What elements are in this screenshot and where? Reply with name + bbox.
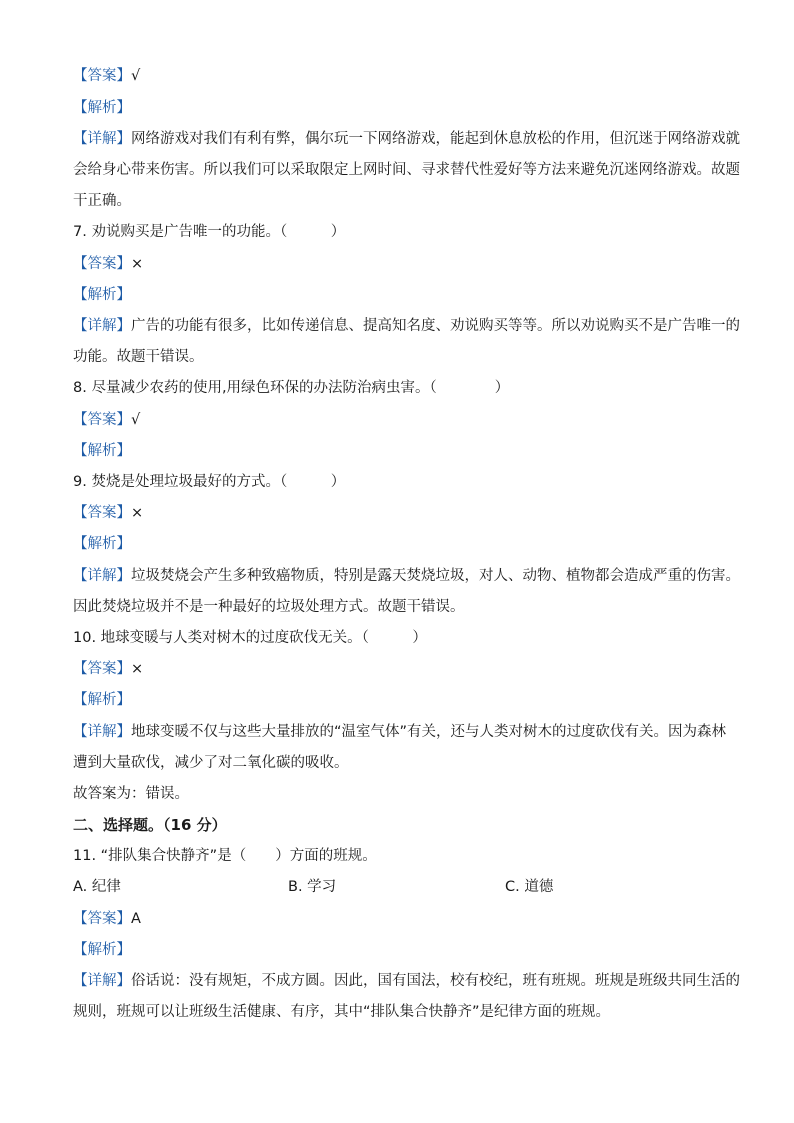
q9-detail-line1 <box>73 566 740 586</box>
q11-detail-text1: 俗话说：没有规矩，不成方圆。因此，国有国法，校有校纪，班有班规。班规是班级共同生活的 <box>131 973 740 989</box>
q11-question: 11. “排队集合快静齐”是（ ）方面的班规。 <box>73 848 377 864</box>
answer-label: 【答案】 <box>73 661 131 677</box>
q6-answer: √ <box>131 68 141 84</box>
q11-analysis-label: 【解析】 <box>73 942 131 958</box>
q8-question: 8. 尽量减少农药的使用,用绿色环保的办法防治病虫害。（ ） <box>73 380 510 396</box>
q10-detail-text1: 地球变暖不仅与这些大量排放的“温室气体”有关，还与人类对树木的过度砍伐有关。因为森林 <box>131 724 727 740</box>
q9-analysis-label: 【解析】 <box>73 536 131 552</box>
q7-detail-line1 <box>73 316 740 336</box>
q11-answer-line <box>73 909 724 929</box>
q8-answer: √ <box>131 412 141 428</box>
q9-answer-line <box>73 503 724 523</box>
section-heading: 二、选择题。（16 分） <box>73 816 227 834</box>
q6-analysis-label: 【解析】 <box>73 100 131 116</box>
q11-detail-line1 <box>73 971 740 991</box>
q7-detail-text1: 广告的功能有很多，比如传递信息、提高知名度、劝说购买等等。所以劝说购买不是广告唯一的 <box>131 318 740 334</box>
q10-question: 10. 地球变暖与人类对树木的过度砍伐无关。（ ） <box>73 630 427 646</box>
detail-label: 【详解】 <box>73 318 131 334</box>
q10-analysis-label: 【解析】 <box>73 692 131 708</box>
q8-answer-line <box>73 410 724 430</box>
q7-detail-line2: 功能。故题干错误。 <box>73 349 204 365</box>
detail-label: 【详解】 <box>73 568 131 584</box>
answer-label: 【答案】 <box>73 256 131 272</box>
q6-detail-line1 <box>73 129 740 149</box>
q7-question: 7. 劝说购买是广告唯一的功能。（ ） <box>73 224 346 240</box>
q11-option-a: A. 纪律 <box>73 879 121 895</box>
q10-detail-line1 <box>73 722 727 742</box>
q6-detail-line3: 干正确。 <box>73 193 131 209</box>
q11-option-b: B. 学习 <box>288 879 337 895</box>
q11-detail-line2: 规则，班规可以让班级生活健康、有序，其中“排队集合快静齐”是纪律方面的班规。 <box>73 1004 611 1020</box>
q6-detail-line2: 会给身心带来伤害。所以我们可以采取限定上网时间、寻求替代性爱好等方法来避免沉迷网络游戏。故题 <box>73 162 740 178</box>
q10-answer: × <box>131 661 144 677</box>
q7-answer: × <box>131 256 144 272</box>
q6-answer-line <box>73 66 724 86</box>
q8-analysis-label: 【解析】 <box>73 443 131 459</box>
detail-label: 【详解】 <box>73 131 131 147</box>
q9-question: 9. 焚烧是处理垃圾最好的方式。（ ） <box>73 474 346 490</box>
q7-analysis-label: 【解析】 <box>73 287 131 303</box>
q7-answer-line <box>73 254 724 274</box>
q11-option-c: C. 道德 <box>505 879 554 895</box>
q9-detail-text1: 垃圾焚烧会产生多种致癌物质，特别是露天焚烧垃圾，对人、动物、植物都会造成严重的伤害。 <box>131 568 740 584</box>
answer-label: 【答案】 <box>73 68 131 84</box>
q9-detail-line2: 因此焚烧垃圾并不是一种最好的垃圾处理方式。故题干错误。 <box>73 599 465 615</box>
q10-answer-line <box>73 659 724 679</box>
q6-detail-text1: 网络游戏对我们有利有弊，偶尔玩一下网络游戏，能起到休息放松的作用，但沉迷于网络游戏就 <box>131 131 740 147</box>
answer-label: 【答案】 <box>73 505 131 521</box>
answer-label: 【答案】 <box>73 412 131 428</box>
detail-label: 【详解】 <box>73 973 131 989</box>
answer-label: 【答案】 <box>73 911 131 927</box>
detail-label: 【详解】 <box>73 724 131 740</box>
q9-answer: × <box>131 505 144 521</box>
q11-answer: A <box>131 911 141 927</box>
q10-conclusion: 故答案为：错误。 <box>73 786 189 802</box>
q10-detail-line2: 遭到大量砍伐，减少了对二氧化碳的吸收。 <box>73 755 349 771</box>
